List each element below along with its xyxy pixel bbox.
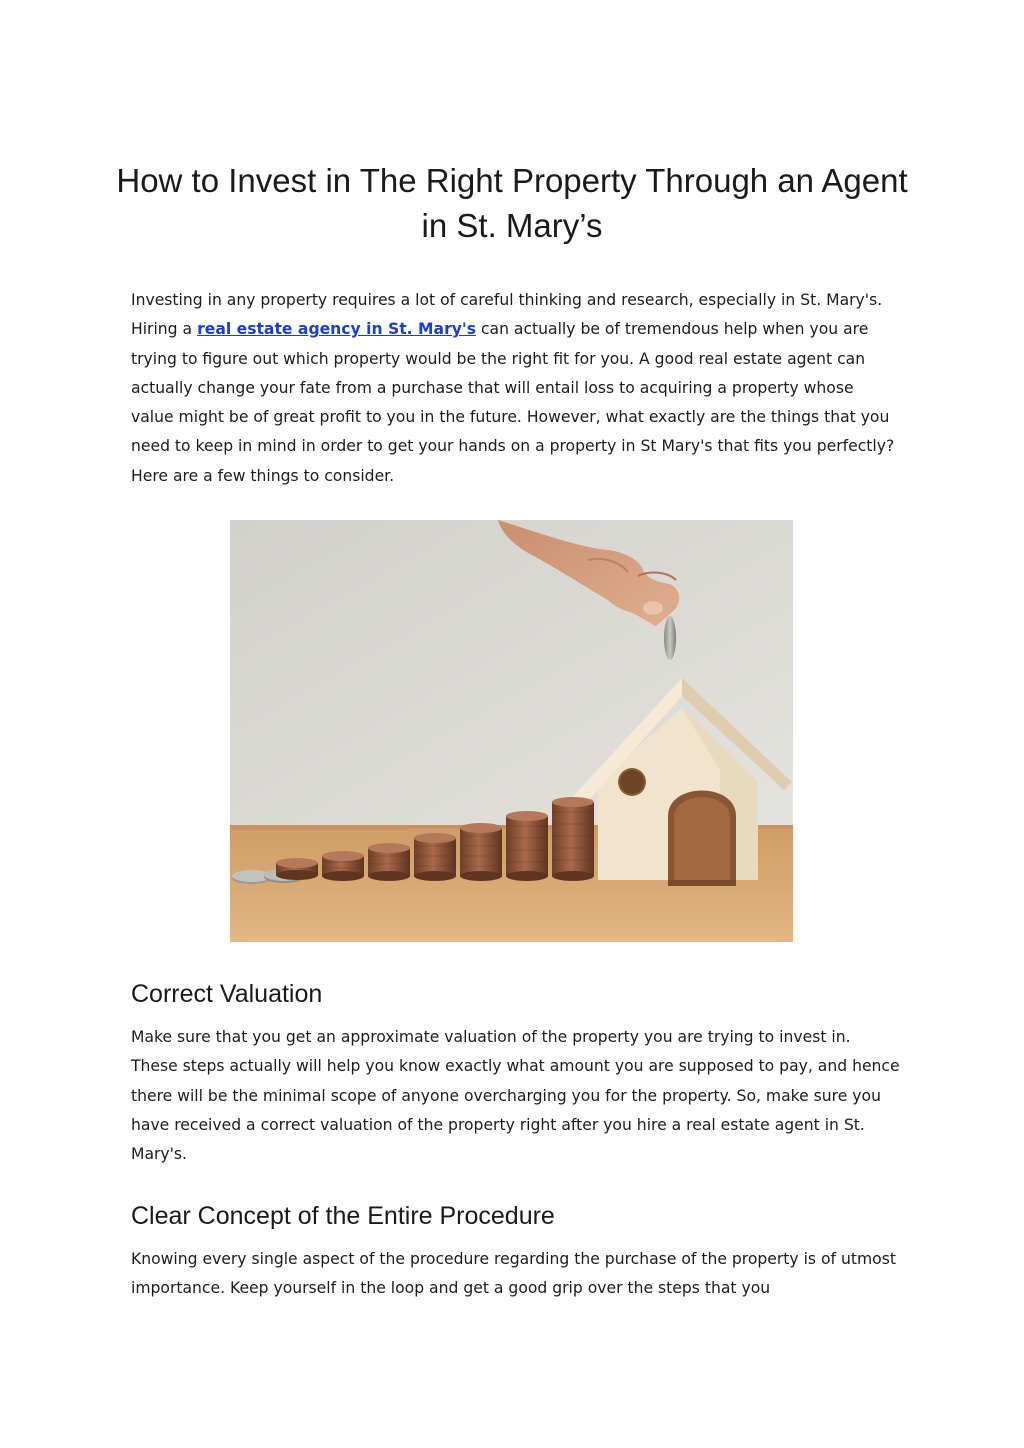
section-body-correct-valuation: Make sure that you get an approximate valuation of the property you are trying to invest in. These steps actually will help you know exactly what amount you are supposed to pay, and hence there will be the minimal scope of anyone overcharging you for the property. So, make sure you have received a correct valuation of the property right after you hire a real estate agent in St. Mary's.	[131, 1028, 900, 1164]
real-estate-agency-link[interactable]: real estate agency in St. Mary's	[197, 320, 476, 339]
intro-text-after-link: can actually be of tremendous help when you are trying to figure out which property would be the right fit for you. A good real estate agent can actually change your fate from a purchase that will entail loss to acquiring a property whose value might be of great profit to you in the future. However, what exactly are the things that you need to keep in mind in order to get your hands on a property in St Mary's that fits you perfectly? Here are a few things to consider.	[131, 320, 895, 485]
section-heading-clear-concept: Clear Concept of the Entire Procedure	[131, 1202, 555, 1230]
page-title: How to Invest in The Right Property Through an Agent in St. Mary’s	[116, 162, 908, 244]
section-heading-correct-valuation: Correct Valuation	[131, 980, 323, 1008]
intro-paragraph	[131, 286, 901, 491]
coins-house-photo	[230, 520, 793, 942]
intro-text-before-link: Investing in any property requires a lot of careful thinking and research, especially in St. Mary's. Hiring a	[131, 291, 883, 339]
section-body-clear-concept: Knowing every single aspect of the procedure regarding the purchase of the property is of utmost importance. Keep yourself in the loop and get a good grip over the steps that you	[131, 1250, 896, 1298]
